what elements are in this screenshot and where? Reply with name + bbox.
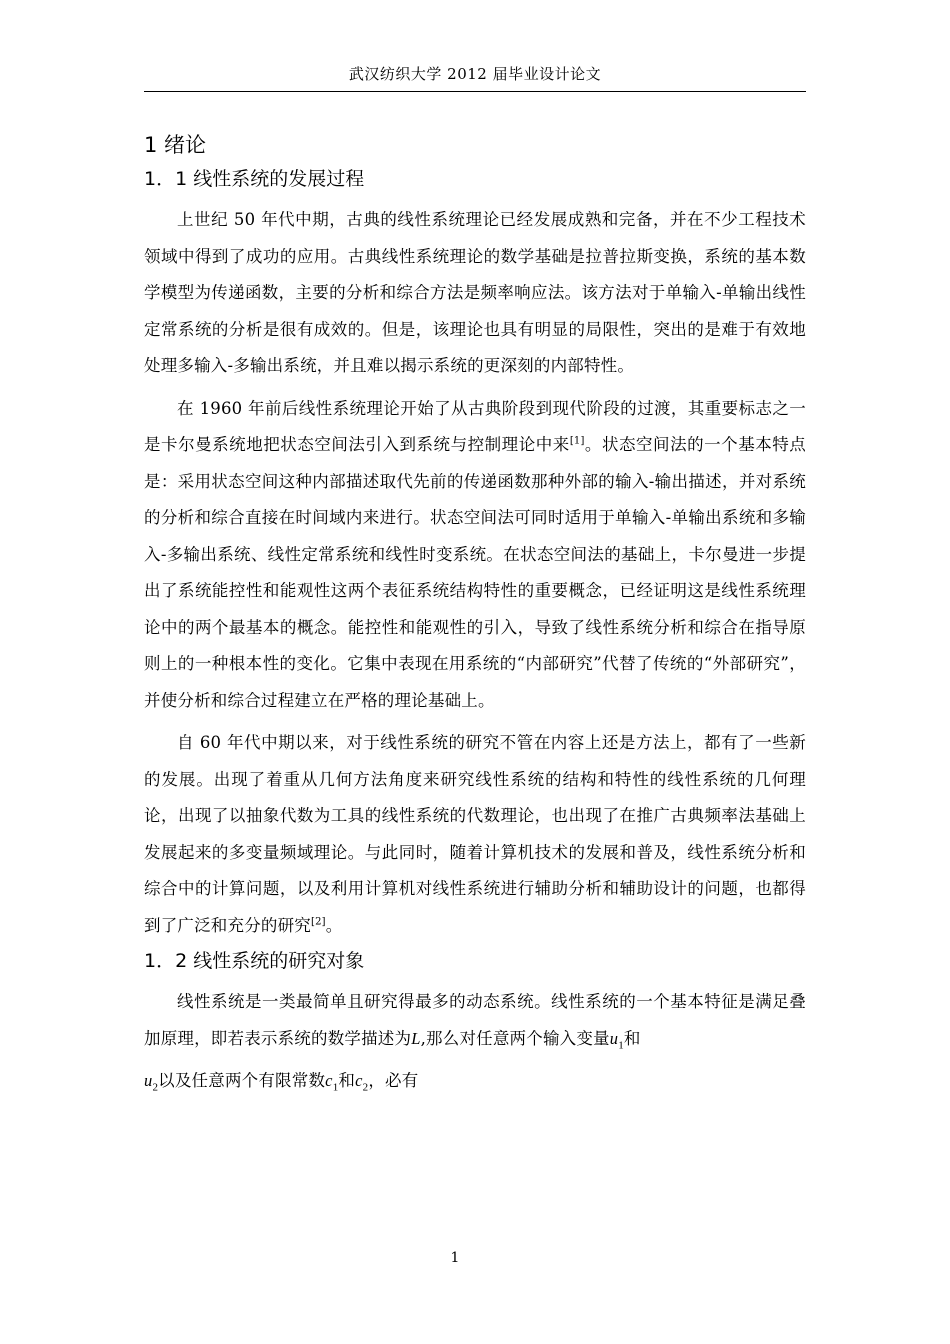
math-symbol-c1 — [325, 1071, 339, 1094]
math-symbol-L: L — [411, 1028, 421, 1048]
paragraph-4-text-c: 和 — [623, 1028, 641, 1048]
paragraph-4-text-e: ，必有 — [368, 1071, 419, 1091]
math-subscript-2: 2 — [362, 1081, 369, 1094]
section-title-1-1: 1．1 线性系统的发展过程 — [144, 168, 365, 190]
paragraph-2-text-a: 在 1960 年前后线性系统理论开始了从古典阶段到现代阶段的过渡，其重要标志之一是卡尔曼系统地把状态空间法引入到系统与控制理论中来 — [144, 398, 806, 454]
chapter-title: 1 绪论 — [144, 133, 207, 157]
paragraph-4-text-a: 线性系统是一类最简单且研究得最多的动态系统。线性系统的一个基本特征是满足叠加原理，即若表示系统的数学描述为 — [144, 992, 806, 1048]
paragraph-2 — [144, 391, 806, 720]
math-subscript-2: 2 — [152, 1081, 159, 1094]
paragraph-1: 上世纪 50 年代中期，古典的线性系统理论已经发展成熟和完备，并在不少工程技术领域中得到了成功的应用。古典线性系统理论的数学基础是拉普拉斯变换，系统的基本数学模型为传递函数，主要的分析和综合方法是频率响应法。该方法对于单输入-单输出线性定常系统的分析是很有成效的。但是，该理论也具有明显的局限性，突出的是难于有效地处理多输入-多输出系统，并且难以揭示系统的更深刻的内部特性。 — [144, 210, 806, 375]
paragraph-4-text-d: 以及任意两个有限常数 — [158, 1071, 326, 1091]
math-subscript-1: 1 — [618, 1038, 624, 1051]
running-header: 武汉纺织大学 2012 届毕业设计论文 — [348, 65, 602, 83]
header-rule — [144, 91, 806, 92]
paragraph-3 — [144, 725, 806, 944]
math-symbol-c2 — [355, 1071, 369, 1094]
paragraph-4-text-b: ,那么对任意两个输入变量 — [420, 1028, 610, 1048]
paragraph-4 — [144, 984, 806, 1106]
math-c-base: c — [325, 1071, 333, 1091]
citation-1: [1] — [569, 435, 585, 447]
math-subscript-1: 1 — [332, 1081, 339, 1094]
page-body — [144, 120, 806, 1106]
citation-2: [2] — [311, 916, 326, 927]
math-u-base: u — [609, 1028, 619, 1048]
math-u-base: u — [144, 1071, 153, 1091]
paragraph-3-text-b: 。 — [325, 915, 343, 935]
page-number: 1 — [450, 1250, 460, 1266]
math-c-base: c — [355, 1071, 363, 1091]
math-symbol-u2 — [144, 1071, 159, 1094]
paragraph-3-text-a: 自 60 年代中期以来，对于线性系统的研究不管在内容上还是方法上，都有了一些新的发展。出现了着重从几何方法角度来研究线性系统的结构和特性的线性系统的几何理论，出现了以抽象代数为工具的线性系统的代数理论，也出现了在推广古典频率法基础上发展起来的多变量频域理论。与此同时，随着计算机技术的发展和普及，线性系统分析和综合中的计算问题，以及利用计算机对线性系统进行辅助分析和辅助设计的问题，也都得到了广泛和充分的研究 — [144, 733, 806, 935]
math-symbol-u1 — [609, 1028, 624, 1051]
paragraph-2-text-b: 。状态空间法的一个基本特点是：采用状态空间这种内部描述取代先前的传递函数那种外部的输入-输出描述，并对系统的分析和综合直接在时间域内来进行。状态空间法可同时适用于单输入-单输出系统和多输入-多输出系统、线性定常系统和线性时变系统。在状态空间法的基础上，卡尔曼进一步提出了系统能控性和能观性这两个表征系统结构特性的重要概念，已经证明这是线性系统理论中的两个最基本的概念。能控性和能观性的引入，导致了线性系统分析和综合在指导原则上的一种根本性的变化。它集中表现在用系统的“内部研究”代替了传统的“外部研究”，并使分析和综合过程建立在严格的理论基础上。 — [144, 435, 806, 710]
paragraph-4-text-and: 和 — [338, 1071, 356, 1091]
section-title-1-2: 1．2 线性系统的研究对象 — [144, 950, 365, 972]
